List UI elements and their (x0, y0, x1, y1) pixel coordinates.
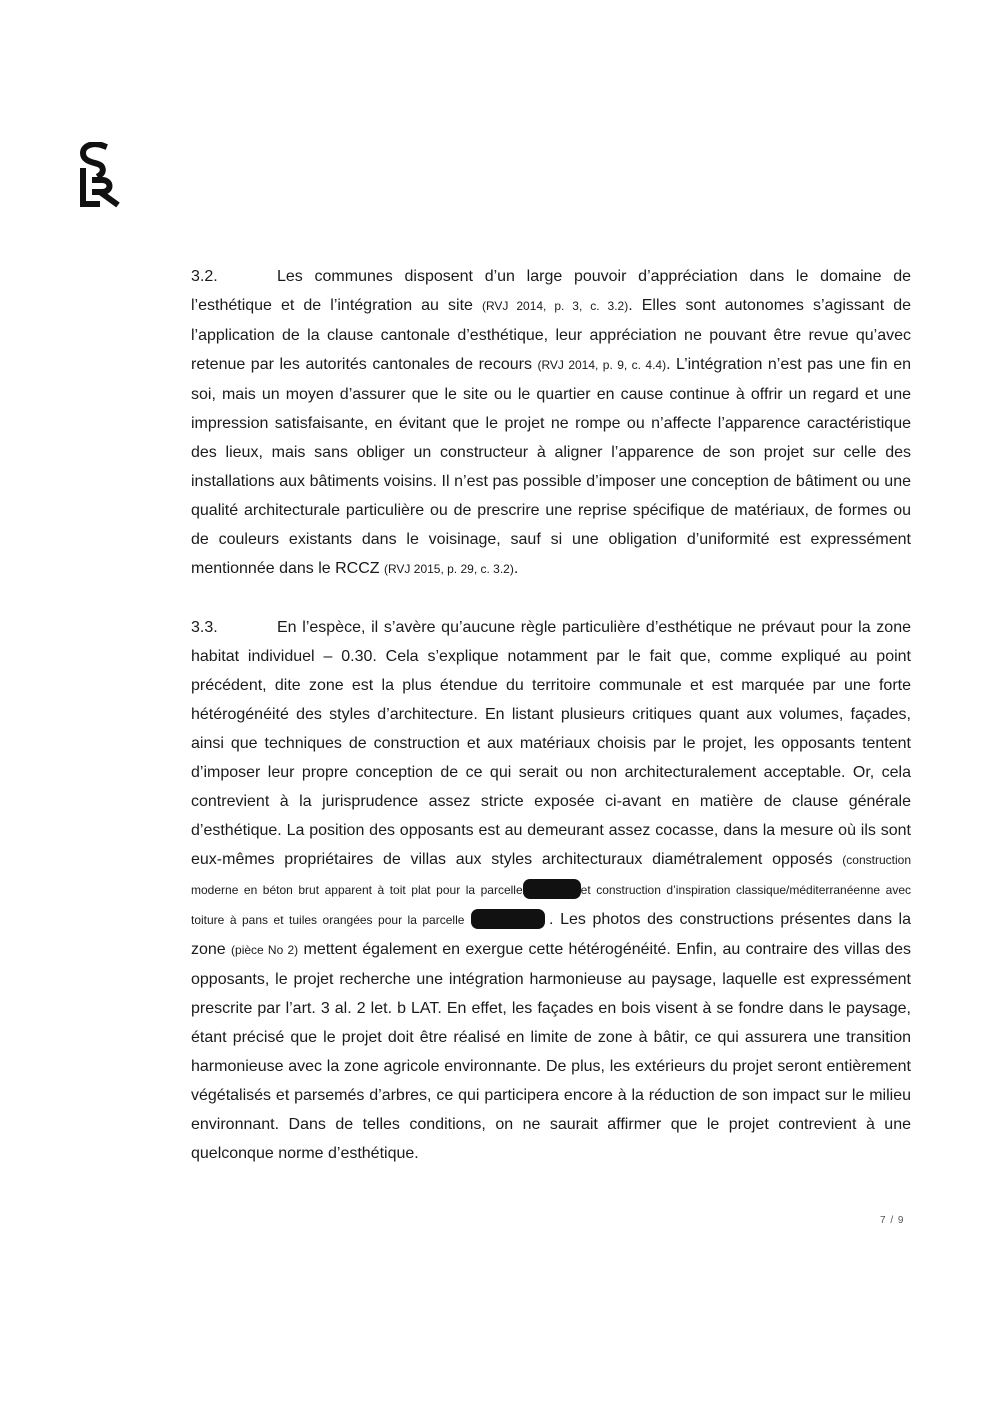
redaction-block (471, 909, 545, 929)
paragraph-text: . Elles sont autonomes s’agissant de l’application de la clause cantonale d’esthétique, leur appréciation ne pouvant être revue qu’avec retenue par les autorités cantonales de recours (191, 297, 911, 373)
citation: (RVJ 2014, p. 3, c. 3.2) (481, 299, 629, 313)
page-number: 7 / 9 (880, 1215, 905, 1226)
paragraph-text: . Les photos des constructions présentes dans la zone (191, 911, 911, 958)
document-body (191, 262, 911, 1168)
section-number: 3.3. (191, 619, 218, 636)
paragraph-text: En l’espèce, il s’avère qu’aucune règle particulière d’esthétique ne prévaut pour la zone habitat individuel – 0.30. Cela s’explique notamment par le fait que, comme expliqué au point précédent, dite zone est la plus étendue du territoire communale et est marquée par une forte hétérogénéité des styles d’architecture. En listant plusieurs critiques quant aux volumes, façades, ainsi que techniques de construction et aux matériaux choisis par le projet, les opposants tentent d’imposer leur propre conception de ce qui serait ou non architecturalement acceptable. Or, cela contrevient à la jurisprudence assez stricte exposée ci-avant en matière de clause générale d’esthétique. La position des opposants est au demeurant assez cocasse, dans la mesure où ils sont eux-mêmes propriétaires de villas aux styles architecturaux diamétralement opposés (191, 619, 911, 868)
redaction-block (523, 879, 581, 899)
citation: (pièce No 2) (231, 943, 299, 957)
parenthetical: (construction moderne en béton brut apparent à toit plat pour la parcelle (191, 853, 911, 897)
section-3-3 (191, 613, 911, 1168)
paragraph-text: Les communes disposent d’un large pouvoir d’appréciation dans le domaine de l’esthétique et de l’intégration au site (191, 268, 911, 314)
citation: (RVJ 2014, p. 9, c. 4.4) (537, 358, 667, 372)
section-number: 3.2. (191, 268, 218, 285)
paragraph-text: mettent également en exergue cette hétérogénéité. Enfin, au contraire des villas des opposants, le projet recherche une intégration harmonieuse au paysage, laquelle est expressément prescrite par l’art. 3 al. 2 let. b LAT. En effet, les façades en bois visent à se fondre dans le paysage, étant précisé que le projet doit être réalisé en limite de zone à bâtir, ce qui assurera une transition harmonieuse avec la zone agricole environnante. De plus, les extérieurs du projet seront entièrement végétalisés et parsemés d’arbres, ce qui participera encore à la réduction de son impact sur le milieu environnant. Dans de telles conditions, on ne saurait affirmer que le projet contrevient à une quelconque norme d’esthétique. (191, 941, 911, 1162)
section-3-2 (191, 262, 911, 584)
paragraph-text: . (513, 560, 519, 577)
paragraph-text: . L’intégration n’est pas une fin en soi, mais un moyen d’assurer que le site ou le quartier en cause continue à offrir un regard et une impression satisfaisante, en évitant que le projet ne rompe ou n’affecte l’apparence caractéristique des lieux, mais sans obliger un constructeur à aligner l’apparence de son projet sur celle des installations aux bâtiments voisins. Il n’est pas possible d’imposer une conception de bâtiment ou une qualité architecturale particulière ou de prescrire une reprise spécifique de matériaux, de formes ou de couleurs existants dans le voisinage, sauf si une obligation d’uniformité est expressément mentionnée dans le RCCZ (191, 356, 911, 577)
parenthetical: et construction d’inspiration classique/méditerranéenne avec toiture à pans et tuiles orangées pour la parcelle (191, 883, 911, 927)
citation: (RVJ 2015, p. 29, c. 3.2) (383, 562, 514, 576)
lr-logo-icon (78, 142, 124, 208)
